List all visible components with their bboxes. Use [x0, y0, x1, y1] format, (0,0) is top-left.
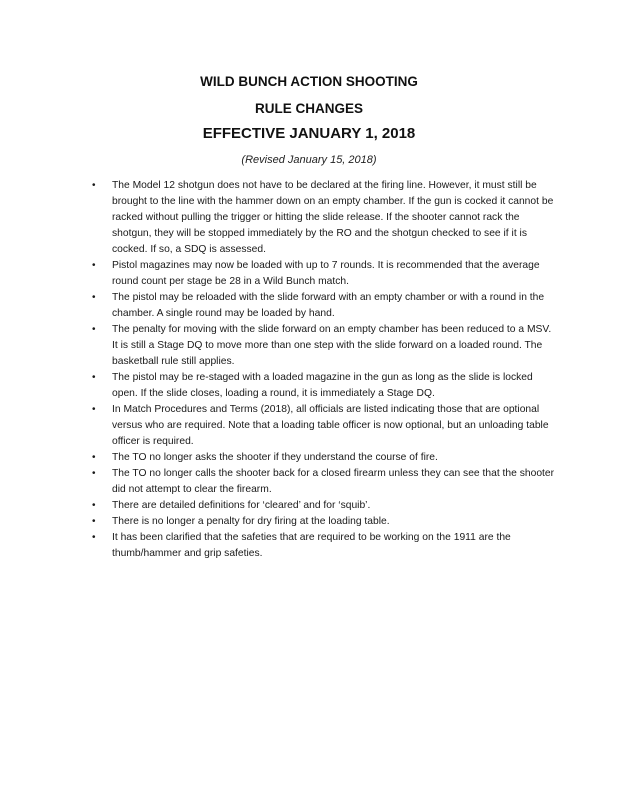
list-item-text: Pistol magazines may now be loaded with up to 7 rounds. It is recommended that the average round count per stage be 28 in a Wild Bunch match. [112, 260, 540, 287]
list-item-text: The TO no longer asks the shooter if they understand the course of fire. [112, 452, 438, 463]
document-subtitle: RULE CHANGES [254, 101, 363, 116]
list-item [86, 402, 556, 450]
bullet-icon: • [92, 404, 96, 415]
list-item-text: It has been clarified that the safeties that are required to be working on the 1911 are the thumb/hammer and grip safeties. [112, 532, 511, 559]
list-item-text: There are detailed definitions for ‘cleared’ and for ‘squib’. [112, 500, 371, 511]
bullet-icon: • [92, 324, 96, 335]
bullet-icon: • [92, 452, 96, 463]
list-item [86, 290, 556, 322]
revised-date: (Revised January 15, 2018) [241, 154, 377, 166]
bullet-icon: • [92, 180, 96, 191]
bullet-icon: • [92, 292, 96, 303]
rule-change-list [86, 178, 556, 562]
bullet-icon: • [92, 516, 96, 527]
list-item [86, 514, 556, 530]
list-item-text: In Match Procedures and Terms (2018), all officials are listed indicating those that are optional versus who are required. Note that a loading table officer is now optional, but an unloading table officer is required. [112, 404, 549, 447]
list-item [86, 498, 556, 514]
bullet-icon: • [92, 532, 96, 543]
list-item [86, 530, 556, 562]
list-item [86, 258, 556, 290]
list-item [86, 466, 556, 498]
list-item-text: There is no longer a penalty for dry firing at the loading table. [112, 516, 390, 527]
bullet-icon: • [92, 372, 96, 383]
list-item-text: The TO no longer calls the shooter back for a closed firearm unless they can see that the shooter did not attempt to clear the firearm. [112, 468, 555, 495]
list-item-text: The pistol may be re-staged with a loaded magazine in the gun as long as the slide is locked open. If the slide closes, loading a round, it is immediately a Stage DQ. [112, 372, 533, 399]
list-item [86, 370, 556, 402]
list-item [86, 178, 556, 258]
bullet-icon: • [92, 468, 96, 479]
list-item [86, 322, 556, 370]
document-title: WILD BUNCH ACTION SHOOTING [200, 74, 418, 89]
bullet-icon: • [92, 260, 96, 271]
bullet-icon: • [92, 500, 96, 511]
list-item-text: The penalty for moving with the slide forward on an empty chamber has been reduced to a MSV. It is still a Stage DQ to move more than one step with the slide forward on a loaded round. The basketball rule still applies. [112, 324, 552, 367]
list-item-text: The pistol may be reloaded with the slide forward with an empty chamber or with a round in the chamber. A single round may be loaded by hand. [112, 292, 545, 319]
effective-date-heading: EFFECTIVE JANUARY 1, 2018 [202, 125, 416, 142]
list-item-text: The Model 12 shotgun does not have to be declared at the firing line. However, it must still be brought to the line with the hammer down on an empty chamber. If the gun is cocked it cannot be racked without pulling the trigger or hitting the slide release. If the shooter cannot rack the shotgun, they will be stopped immediately by the RO and the shotgun checked to see if it is cocked. If so, a SDQ is assessed. [112, 180, 554, 255]
list-item [86, 450, 556, 466]
